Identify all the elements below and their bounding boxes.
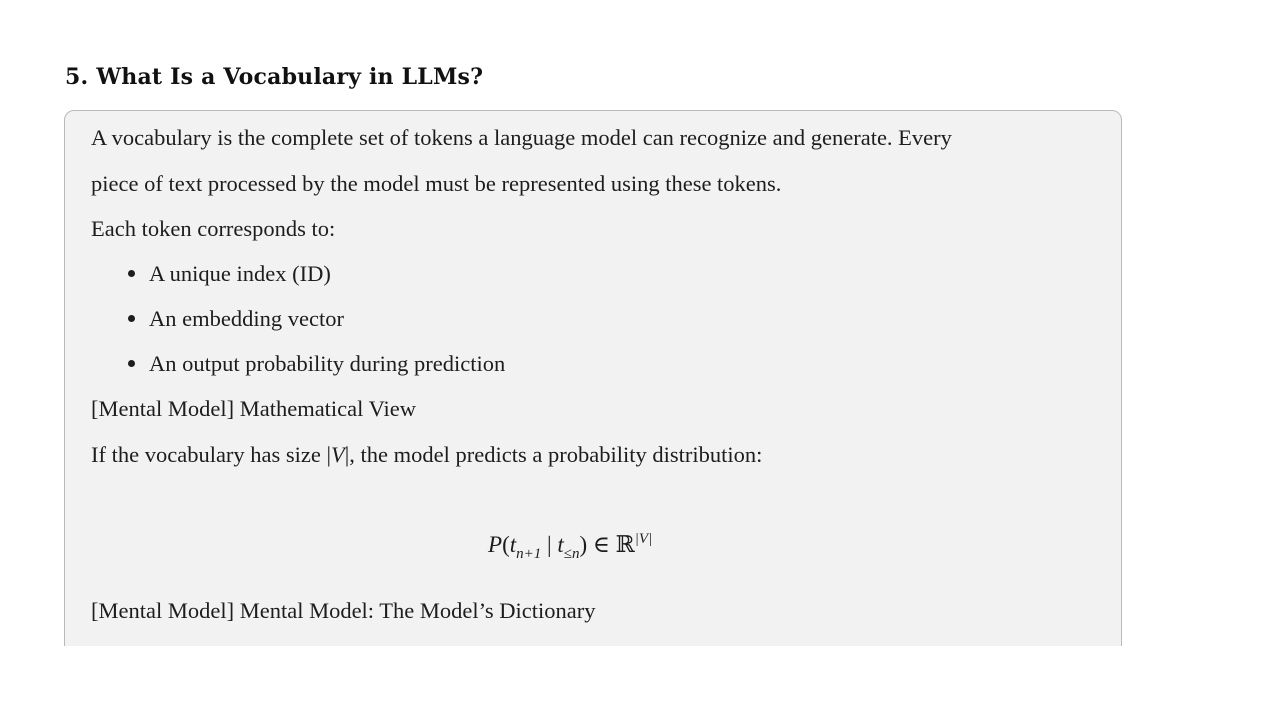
bullet-icon: [128, 270, 135, 277]
formula-open: (: [502, 532, 510, 557]
formula-sub2: ≤n: [563, 546, 580, 562]
formula-reals: ℝ: [615, 532, 635, 558]
mental-model-heading-1: [Mental Model] Mathematical View: [91, 396, 417, 421]
list-item-text: An output probability during prediction: [149, 351, 506, 376]
size-sentence: [91, 444, 762, 467]
list-item: [128, 263, 331, 286]
size-sentence-post: |, the model predicts a probability distribution:: [344, 442, 763, 467]
formula-t1: t: [509, 532, 517, 557]
section-heading: [65, 64, 483, 90]
formula-t2: t: [557, 532, 564, 557]
bullet-icon: [128, 360, 135, 367]
formula-bar: |: [541, 532, 558, 557]
formula-close: ) ∈: [579, 532, 616, 557]
probability-formula: [488, 531, 653, 562]
page-bottom-margin: [0, 646, 1280, 720]
section-number: 5.: [65, 64, 89, 90]
size-variable: V: [331, 442, 345, 467]
list-item-text: A unique index (ID): [149, 261, 331, 286]
each-token-label: Each token corresponds to:: [91, 216, 336, 241]
intro-line-1: A vocabulary is the complete set of tokens a language model can recognize and generate. Every: [91, 125, 952, 150]
bullet-icon: [128, 315, 135, 322]
intro-line-2: piece of text processed by the model must be represented using these tokens.: [91, 171, 782, 196]
list-item: [128, 308, 344, 331]
formula-sup: |V|: [634, 531, 653, 547]
section-title: What Is a Vocabulary in LLMs?: [96, 64, 484, 90]
formula-p: P: [488, 532, 503, 557]
formula-sub1: n+1: [516, 546, 542, 562]
mental-model-heading-2: [Mental Model] Mental Model: The Model’s Dictionary: [91, 598, 596, 623]
list-item: [128, 353, 505, 376]
list-item-text: An embedding vector: [149, 306, 344, 331]
size-sentence-pre: If the vocabulary has size |: [91, 442, 332, 467]
